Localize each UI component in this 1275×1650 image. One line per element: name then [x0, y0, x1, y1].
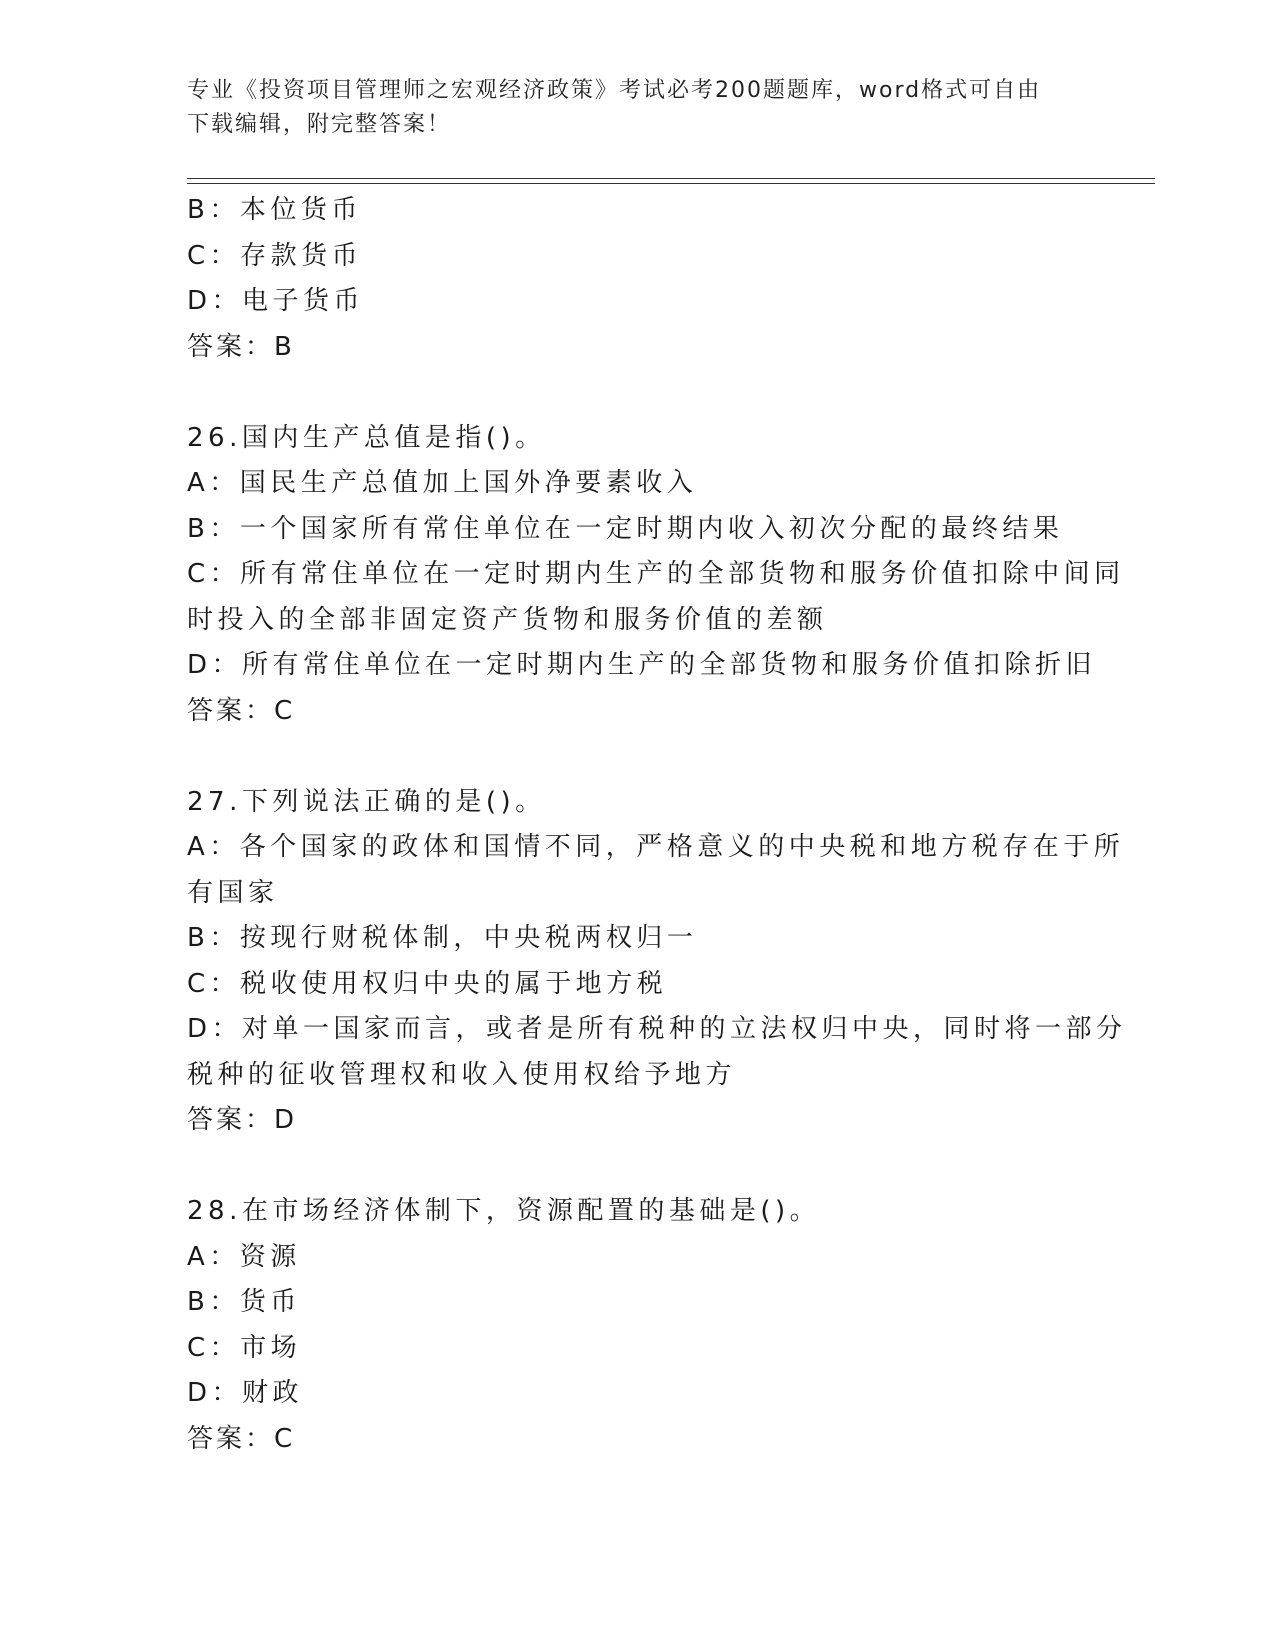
option-line: B：货币	[187, 1287, 301, 1317]
question-25-continued	[187, 188, 1087, 370]
question-26	[187, 416, 1125, 735]
option-line: B：一个国家所有常住单位在一定时期内收入初次分配的最终结果	[187, 513, 1064, 544]
question-27	[187, 780, 1127, 1144]
question-stem: 28.在市场经济体制下，资源配置的基础是()。	[187, 1196, 821, 1226]
answer-line: 答案：D	[187, 1105, 298, 1135]
option-line: C：税收使用权归中央的属于地方税	[187, 968, 668, 999]
option-line: 税种的征收管理权和收入使用权给予地方	[187, 1059, 737, 1090]
header-line-1: 专业《投资项目管理师之宏观经济政策》考试必考200题题库，word格式可自由	[187, 78, 1042, 103]
option-line: D：电子货币	[187, 286, 365, 316]
spacer	[187, 370, 1087, 416]
option-line: A：各个国家的政体和国情不同，严格意义的中央税和地方税存在于所	[187, 832, 1125, 862]
question-stem: 27.下列说法正确的是()。	[187, 786, 546, 817]
header-divider-bottom	[187, 183, 1155, 184]
option-line: C：所有常住单位在一定时期内生产的全部货物和服务价值扣除中间同	[187, 559, 1125, 589]
option-line: D：对单一国家而言，或者是所有税种的立法权归中央，同时将一部分	[187, 1014, 1127, 1044]
answer-line: 答案：B	[187, 331, 295, 362]
header-divider-top	[187, 178, 1155, 179]
question-28	[187, 1189, 1087, 1462]
answer-line: 答案：C	[187, 695, 296, 726]
answer-line: 答案：C	[187, 1423, 296, 1454]
question-stem: 26.国内生产总值是指()。	[187, 422, 546, 453]
document-header	[187, 74, 1067, 142]
option-line: A：国民生产总值加上国外净要素收入	[187, 468, 698, 498]
spacer	[187, 734, 1087, 780]
option-line: 有国家	[187, 877, 279, 908]
option-line: C：市场	[187, 1332, 302, 1363]
header-line-2: 下载编辑，附完整答案！	[187, 112, 452, 137]
question-list	[187, 188, 1127, 1462]
spacer	[187, 1144, 1087, 1190]
option-line: A：资源	[187, 1241, 301, 1272]
option-line: C：存款货币	[187, 240, 363, 271]
option-line: D：财政	[187, 1378, 304, 1408]
option-line: D：所有常住单位在一定时期内生产的全部货物和服务价值扣除折旧	[187, 650, 1097, 680]
option-line: B：本位货币	[187, 195, 362, 225]
option-line: 时投入的全部非固定资产货物和服务价值的差额	[187, 604, 828, 635]
option-line: B：按现行财税体制，中央税两权归一	[187, 923, 698, 953]
